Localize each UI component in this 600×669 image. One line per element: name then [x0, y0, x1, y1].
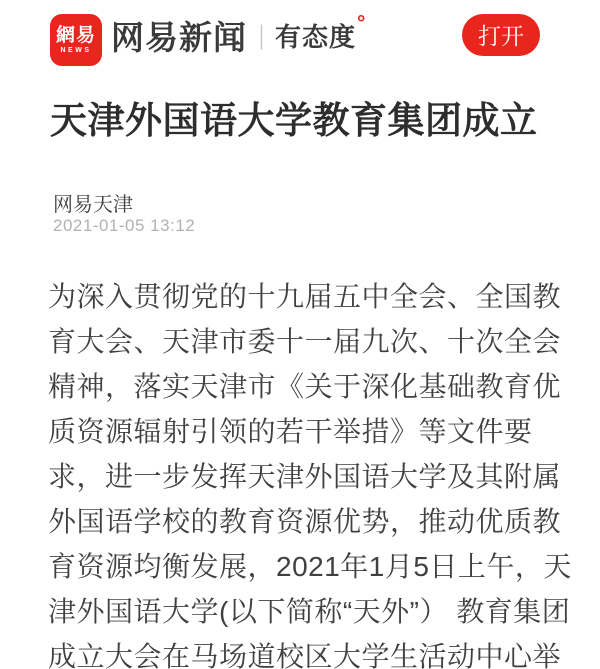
article-body	[48, 274, 572, 669]
degree-mark-icon: °	[357, 12, 366, 35]
logo-cn-text: 網易	[55, 24, 96, 46]
brand-name: 网易新闻	[111, 18, 247, 56]
separator-bar: |	[259, 19, 264, 50]
body-line: 求，进一步发挥天津外国语大学及其附属	[48, 461, 562, 492]
body-line: 为深入贯彻党的十九届五中全会、全国教	[48, 281, 562, 312]
body-line: 育大会、天津市委十一届九次、十次全会	[48, 326, 562, 357]
body-line: 外国语学校的教育资源优势，推动优质教	[48, 506, 562, 537]
app-banner	[0, 0, 600, 70]
brand-slogan: 有态度	[275, 21, 357, 52]
article-source[interactable]: 网易天津	[53, 194, 133, 216]
body-line: 精神，落实天津市《关于深化基础教育优	[48, 371, 562, 402]
logo-news-text: NEWS	[60, 47, 92, 55]
article-title: 天津外国语大学教育集团成立	[50, 100, 538, 141]
article-date: 2021-01-05 13:12	[53, 216, 196, 235]
body-line: 质资源辐射引领的若干举措》等文件要	[48, 416, 533, 447]
netease-news-logo[interactable]	[50, 14, 102, 66]
brand-wordmark	[111, 0, 365, 70]
open-app-button[interactable]: 打开	[462, 14, 540, 56]
body-line: 津外国语大学(以下简称“天外”） 教育集团	[48, 596, 571, 627]
body-line: 育资源均衡发展，2021年1月5日上午，天	[48, 551, 572, 582]
body-line: 成立大会在马场道校区大学生活动中心举	[48, 641, 562, 669]
